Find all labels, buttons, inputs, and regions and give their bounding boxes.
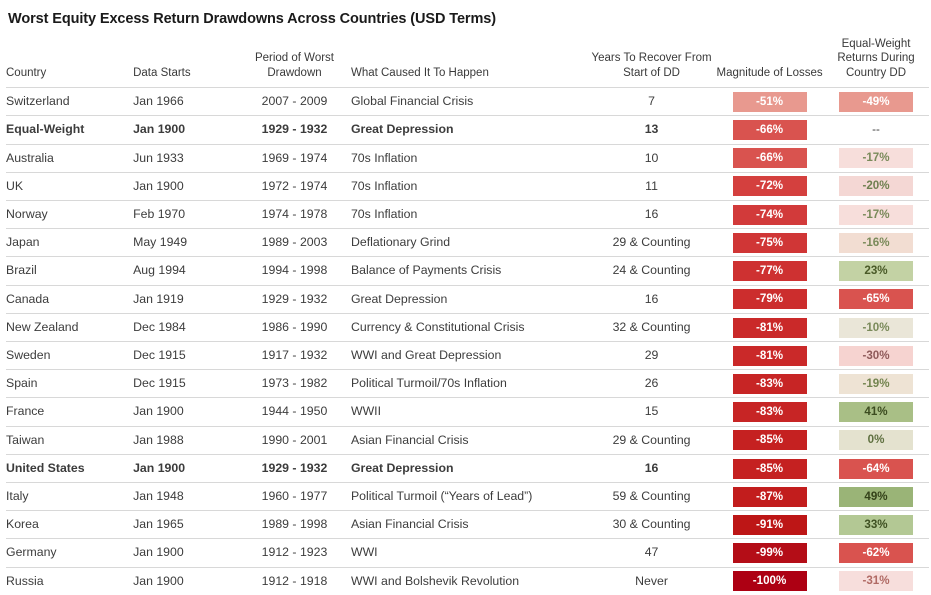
table-row xyxy=(6,341,929,369)
cell-cause: Asian Financial Crisis xyxy=(351,511,587,539)
cell-period: 1912 - 1918 xyxy=(238,567,351,595)
cell-cause: WWI and Great Depression xyxy=(351,341,587,369)
cell-period: 1960 - 1977 xyxy=(238,482,351,510)
table-row xyxy=(6,116,929,144)
cell-magnitude xyxy=(716,511,823,539)
cell-equal-weight-return xyxy=(823,567,929,595)
cell-cause: Great Depression xyxy=(351,285,587,313)
cell-years-to-recover: 16 xyxy=(587,285,716,313)
cell-cause: WWII xyxy=(351,398,587,426)
cell-equal-weight-return xyxy=(823,285,929,313)
equal-weight-badge: -20% xyxy=(839,176,913,196)
cell-cause: Political Turmoil (“Years of Lead”) xyxy=(351,482,587,510)
cell-equal-weight-return xyxy=(823,341,929,369)
cell-period: 1989 - 2003 xyxy=(238,229,351,257)
cell-country: Spain xyxy=(6,370,133,398)
cell-equal-weight-return xyxy=(823,454,929,482)
cell-country: Russia xyxy=(6,567,133,595)
cell-country: Japan xyxy=(6,229,133,257)
cell-period: 1986 - 1990 xyxy=(238,313,351,341)
magnitude-badge: -100% xyxy=(733,571,807,591)
equal-weight-badge: -49% xyxy=(839,92,913,112)
cell-magnitude xyxy=(716,116,823,144)
cell-equal-weight-return xyxy=(823,257,929,285)
cell-country: Sweden xyxy=(6,341,133,369)
cell-period: 1929 - 1932 xyxy=(238,116,351,144)
cell-data-starts: Jan 1900 xyxy=(133,398,238,426)
cell-years-to-recover: 11 xyxy=(587,172,716,200)
cell-data-starts: Jan 1900 xyxy=(133,116,238,144)
table-row xyxy=(6,313,929,341)
cell-period: 1929 - 1932 xyxy=(238,285,351,313)
column-header-equal-weight-returns: Equal-Weight Returns During Country DD xyxy=(837,38,915,79)
cell-cause: WWI and Bolshevik Revolution xyxy=(351,567,587,595)
cell-magnitude xyxy=(716,454,823,482)
equal-weight-badge: 49% xyxy=(839,487,913,507)
magnitude-badge: -83% xyxy=(733,374,807,394)
equal-weight-badge: 0% xyxy=(839,430,913,450)
cell-period: 1989 - 1998 xyxy=(238,511,351,539)
cell-cause: 70s Inflation xyxy=(351,200,587,228)
cell-equal-weight-return xyxy=(823,144,929,172)
cell-cause: Deflationary Grind xyxy=(351,229,587,257)
cell-magnitude xyxy=(716,567,823,595)
cell-cause: 70s Inflation xyxy=(351,172,587,200)
equal-weight-badge: -30% xyxy=(839,346,913,366)
column-header-country: Country xyxy=(6,66,47,79)
cell-period: 1969 - 1974 xyxy=(238,144,351,172)
cell-country: United States xyxy=(6,454,133,482)
column-header-data-starts: Data Starts xyxy=(133,66,191,79)
cell-cause: WWI xyxy=(351,539,587,567)
magnitude-badge: -51% xyxy=(733,92,807,112)
cell-years-to-recover: 24 & Counting xyxy=(587,257,716,285)
cell-cause: Balance of Payments Crisis xyxy=(351,257,587,285)
cell-years-to-recover: 47 xyxy=(587,539,716,567)
equal-weight-badge: 23% xyxy=(839,261,913,281)
cell-country: Switzerland xyxy=(6,88,133,116)
cell-equal-weight-return xyxy=(823,370,929,398)
equal-weight-badge: -62% xyxy=(839,543,913,563)
table-header xyxy=(6,37,929,88)
table-row xyxy=(6,454,929,482)
cell-data-starts: Dec 1915 xyxy=(133,370,238,398)
cell-data-starts: Jan 1988 xyxy=(133,426,238,454)
cell-country: Germany xyxy=(6,539,133,567)
cell-magnitude xyxy=(716,172,823,200)
table-row xyxy=(6,567,929,595)
table-row xyxy=(6,172,929,200)
table-row xyxy=(6,539,929,567)
equal-weight-badge: -31% xyxy=(839,571,913,591)
page-title: Worst Equity Excess Return Drawdowns Across Countries (USD Terms) xyxy=(8,11,496,27)
cell-data-starts: Dec 1915 xyxy=(133,341,238,369)
column-header-period: Period of Worst Drawdown xyxy=(254,52,334,79)
column-header-magnitude: Magnitude of Losses xyxy=(716,66,823,79)
table-row xyxy=(6,144,929,172)
cell-period: 1929 - 1932 xyxy=(238,454,351,482)
table-row xyxy=(6,257,929,285)
cell-equal-weight-return xyxy=(823,200,929,228)
equal-weight-badge: -16% xyxy=(839,233,913,253)
equal-weight-badge: -17% xyxy=(839,205,913,225)
cell-magnitude xyxy=(716,539,823,567)
cell-years-to-recover: 26 xyxy=(587,370,716,398)
magnitude-badge: -77% xyxy=(733,261,807,281)
table-row xyxy=(6,229,929,257)
table-row xyxy=(6,426,929,454)
table-row xyxy=(6,88,929,116)
drawdowns-table xyxy=(6,37,929,595)
cell-data-starts: Jan 1900 xyxy=(133,567,238,595)
magnitude-badge: -85% xyxy=(733,430,807,450)
cell-years-to-recover: 29 xyxy=(587,341,716,369)
cell-magnitude xyxy=(716,341,823,369)
cell-years-to-recover: 16 xyxy=(587,454,716,482)
cell-period: 1990 - 2001 xyxy=(238,426,351,454)
cell-data-starts: Jan 1900 xyxy=(133,172,238,200)
cell-years-to-recover: 32 & Counting xyxy=(587,313,716,341)
table-row xyxy=(6,398,929,426)
magnitude-badge: -87% xyxy=(733,487,807,507)
cell-magnitude xyxy=(716,285,823,313)
column-header-years-to-recover: Years To Recover From Start of DD xyxy=(591,52,712,79)
cell-equal-weight-return xyxy=(823,482,929,510)
cell-cause: Great Depression xyxy=(351,116,587,144)
cell-data-starts: Dec 1984 xyxy=(133,313,238,341)
cell-years-to-recover: Never xyxy=(587,567,716,595)
cell-cause: Asian Financial Crisis xyxy=(351,426,587,454)
cell-country: Brazil xyxy=(6,257,133,285)
magnitude-badge: -72% xyxy=(733,176,807,196)
cell-years-to-recover: 13 xyxy=(587,116,716,144)
magnitude-badge: -66% xyxy=(733,148,807,168)
column-header-cause: What Caused It To Happen xyxy=(350,66,489,79)
cell-country: Italy xyxy=(6,482,133,510)
cell-magnitude xyxy=(716,313,823,341)
cell-period: 2007 - 2009 xyxy=(238,88,351,116)
cell-data-starts: Jan 1965 xyxy=(133,511,238,539)
cell-magnitude xyxy=(716,257,823,285)
equal-weight-badge: 41% xyxy=(839,402,913,422)
cell-country: Australia xyxy=(6,144,133,172)
cell-years-to-recover: 59 & Counting xyxy=(587,482,716,510)
cell-cause: 70s Inflation xyxy=(351,144,587,172)
cell-country: France xyxy=(6,398,133,426)
cell-equal-weight-return xyxy=(823,116,929,144)
magnitude-badge: -75% xyxy=(733,233,807,253)
table-body xyxy=(6,88,929,595)
cell-period: 1973 - 1982 xyxy=(238,370,351,398)
cell-magnitude xyxy=(716,370,823,398)
table-row xyxy=(6,482,929,510)
equal-weight-badge: -65% xyxy=(839,289,913,309)
cell-magnitude xyxy=(716,398,823,426)
table-row xyxy=(6,370,929,398)
equal-weight-badge: -19% xyxy=(839,374,913,394)
cell-equal-weight-return xyxy=(823,539,929,567)
table-row xyxy=(6,285,929,313)
cell-years-to-recover: 16 xyxy=(587,200,716,228)
equal-weight-badge: -10% xyxy=(839,318,913,338)
cell-cause: Great Depression xyxy=(351,454,587,482)
cell-period: 1994 - 1998 xyxy=(238,257,351,285)
cell-country: Korea xyxy=(6,511,133,539)
cell-period: 1944 - 1950 xyxy=(238,398,351,426)
cell-equal-weight-return xyxy=(823,88,929,116)
cell-period: 1917 - 1932 xyxy=(238,341,351,369)
magnitude-badge: -74% xyxy=(733,205,807,225)
cell-data-starts: Jan 1900 xyxy=(133,454,238,482)
cell-country: Canada xyxy=(6,285,133,313)
cell-data-starts: Jan 1948 xyxy=(133,482,238,510)
cell-data-starts: Feb 1970 xyxy=(133,200,238,228)
cell-country: Taiwan xyxy=(6,426,133,454)
magnitude-badge: -91% xyxy=(733,515,807,535)
magnitude-badge: -81% xyxy=(733,318,807,338)
magnitude-badge: -99% xyxy=(733,543,807,563)
cell-cause: Global Financial Crisis xyxy=(351,88,587,116)
cell-years-to-recover: 29 & Counting xyxy=(587,229,716,257)
cell-country: Equal-Weight xyxy=(6,116,133,144)
cell-equal-weight-return xyxy=(823,313,929,341)
cell-equal-weight-return xyxy=(823,426,929,454)
header-row xyxy=(6,37,929,88)
cell-data-starts: Jan 1919 xyxy=(133,285,238,313)
cell-years-to-recover: 7 xyxy=(587,88,716,116)
equal-weight-badge: 33% xyxy=(839,515,913,535)
cell-magnitude xyxy=(716,144,823,172)
cell-equal-weight-return xyxy=(823,398,929,426)
cell-cause: Political Turmoil/70s Inflation xyxy=(351,370,587,398)
magnitude-badge: -66% xyxy=(733,120,807,140)
cell-years-to-recover: 15 xyxy=(587,398,716,426)
cell-country: UK xyxy=(6,172,133,200)
magnitude-badge: -85% xyxy=(733,459,807,479)
cell-years-to-recover: 30 & Counting xyxy=(587,511,716,539)
table-row xyxy=(6,200,929,228)
cell-data-starts: Jan 1900 xyxy=(133,539,238,567)
equal-weight-badge: -17% xyxy=(839,148,913,168)
cell-years-to-recover: 10 xyxy=(587,144,716,172)
cell-equal-weight-return xyxy=(823,229,929,257)
cell-data-starts: Jun 1933 xyxy=(133,144,238,172)
magnitude-badge: -79% xyxy=(733,289,807,309)
cell-magnitude xyxy=(716,482,823,510)
cell-equal-weight-return xyxy=(823,172,929,200)
cell-magnitude xyxy=(716,200,823,228)
cell-data-starts: May 1949 xyxy=(133,229,238,257)
magnitude-badge: -81% xyxy=(733,346,807,366)
equal-weight-badge: -- xyxy=(872,123,880,137)
cell-country: Norway xyxy=(6,200,133,228)
cell-cause: Currency & Constitutional Crisis xyxy=(351,313,587,341)
cell-magnitude xyxy=(716,88,823,116)
table-row xyxy=(6,511,929,539)
cell-magnitude xyxy=(716,426,823,454)
cell-magnitude xyxy=(716,229,823,257)
cell-country: New Zealand xyxy=(6,313,133,341)
cell-period: 1972 - 1974 xyxy=(238,172,351,200)
cell-period: 1974 - 1978 xyxy=(238,200,351,228)
cell-equal-weight-return xyxy=(823,511,929,539)
cell-years-to-recover: 29 & Counting xyxy=(587,426,716,454)
cell-data-starts: Jan 1966 xyxy=(133,88,238,116)
cell-period: 1912 - 1923 xyxy=(238,539,351,567)
magnitude-badge: -83% xyxy=(733,402,807,422)
equal-weight-badge: -64% xyxy=(839,459,913,479)
cell-data-starts: Aug 1994 xyxy=(133,257,238,285)
